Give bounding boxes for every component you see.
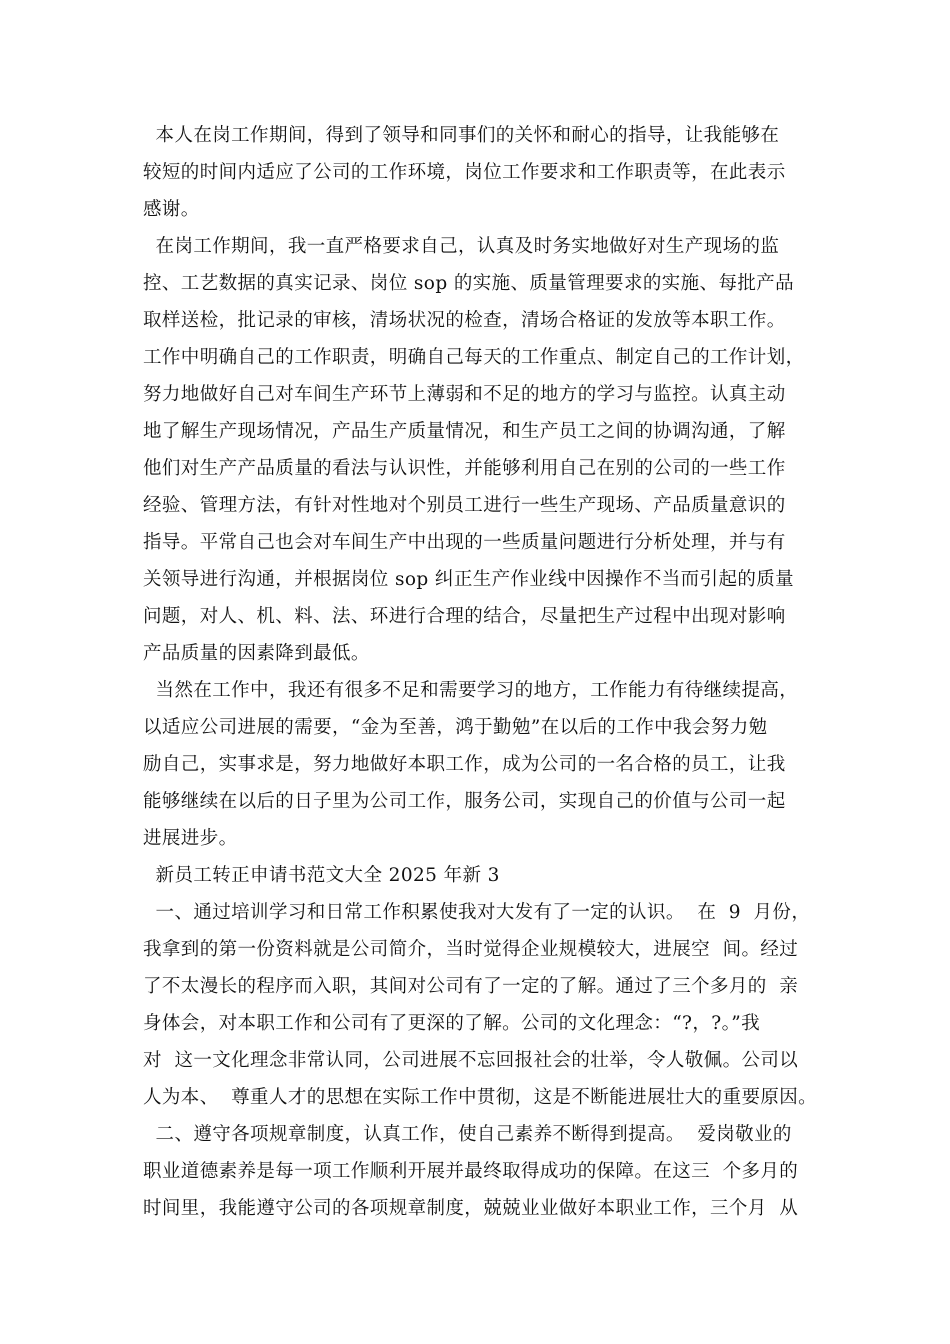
text-line-3: 感谢。 bbox=[143, 199, 200, 220]
text-line-5: 控、工艺数据的真实记录、岗位 sop 的实施、质量管理要求的实施、每批产品 bbox=[143, 273, 795, 294]
text-line-17: 以适应公司进展的需要，“金为至善，鸿于勤勉”在以后的工作中我会努力勉 bbox=[143, 717, 768, 738]
text-line-22: 一、通过培训学习和日常工作积累使我对大发有了一定的认识。 在 9 月份， bbox=[143, 902, 811, 923]
text-line-13: 关领导进行沟通，并根据岗位 sop 纠正生产作业线中因操作不当而引起的质量 bbox=[143, 569, 795, 590]
text-line-24: 了不太漫长的程序而入职，其间对公司有了一定的了解。通过了三个多月的 亲 bbox=[143, 976, 799, 997]
text-line-14: 问题，对人、机、料、法、环进行合理的结合，尽量把生产过程中出现对影响 bbox=[143, 606, 786, 627]
text-line-8: 努力地做好自己对车间生产环节上薄弱和不足的地方的学习与监控。认真主动 bbox=[143, 384, 786, 405]
text-line-2: 较短的时间内适应了公司的工作环境，岗位工作要求和工作职责等，在此表示 bbox=[143, 162, 786, 183]
text-line-4: 在岗工作期间，我一直严格要求自己，认真及时务实地做好对生产现场的监 bbox=[143, 236, 780, 257]
text-line-15: 产品质量的因素降到最低。 bbox=[143, 643, 370, 664]
text-line-18: 励自己，实事求是，努力地做好本职工作，成为公司的一名合格的员工，让我 bbox=[143, 754, 786, 775]
text-line-6: 取样送检，批记录的审核，清场状况的检查，清场合格证的发放等本职工作。 bbox=[143, 310, 786, 331]
text-line-1: 本人在岗工作期间，得到了领导和同事们的关怀和耐心的指导，让我能够在 bbox=[143, 125, 780, 146]
text-line-30: 时间里，我能遵守公司的各项规章制度，兢兢业业做好本职业工作，三个月 从 bbox=[143, 1198, 799, 1219]
text-line-23: 我拿到的第一份资料就是公司简介，当时觉得企业规模较大，进展空 间。经过 bbox=[143, 939, 799, 960]
text-line-20: 进展进步。 bbox=[143, 828, 238, 849]
text-line-12: 指导。平常自己也会对车间生产中出现的一些质量问题进行分析处理，并与有 bbox=[143, 532, 786, 553]
text-line-9: 地了解生产现场情况，产品生产质量情况，和生产员工之间的协调沟通，了解 bbox=[143, 421, 786, 442]
text-line-7: 工作中明确自己的工作职责，明确自己每天的工作重点、制定自己的工作计划， bbox=[143, 347, 805, 368]
text-line-25: 身体会，对本职工作和公司有了更深的了解。公司的文化理念：“?，?。”我 bbox=[143, 1013, 761, 1034]
section-heading: 新员工转正申请书范文大全 2025 年新 3 bbox=[143, 865, 500, 886]
text-line-19: 能够继续在以后的日子里为公司工作，服务公司，实现自己的价值与公司一起 bbox=[143, 791, 786, 812]
text-line-29: 职业道德素养是每一项工作顺利开展并最终取得成功的保障。在这三 个多月的 bbox=[143, 1161, 799, 1182]
text-line-28: 二、遵守各项规章制度，认真工作，使自己素养不断得到提高。 爱岗敬业的 bbox=[143, 1124, 792, 1145]
text-line-16: 当然在工作中，我还有很多不足和需要学习的地方，工作能力有待继续提高， bbox=[143, 680, 799, 701]
text-line-27: 人为本、 尊重人才的思想在实际工作中贯彻，这是不断能进展壮大的重要原因。 bbox=[143, 1087, 818, 1108]
text-line-26: 对 这一文化理念非常认同，公司进展不忘回报社会的壮举，令人敬佩。公司以 bbox=[143, 1050, 799, 1071]
text-line-10: 他们对生产产品质量的看法与认识性，并能够利用自己在别的公司的一些工作 bbox=[143, 458, 786, 479]
text-line-11: 经验、管理方法，有针对性地对个别员工进行一些生产现场、产品质量意识的 bbox=[143, 495, 786, 516]
